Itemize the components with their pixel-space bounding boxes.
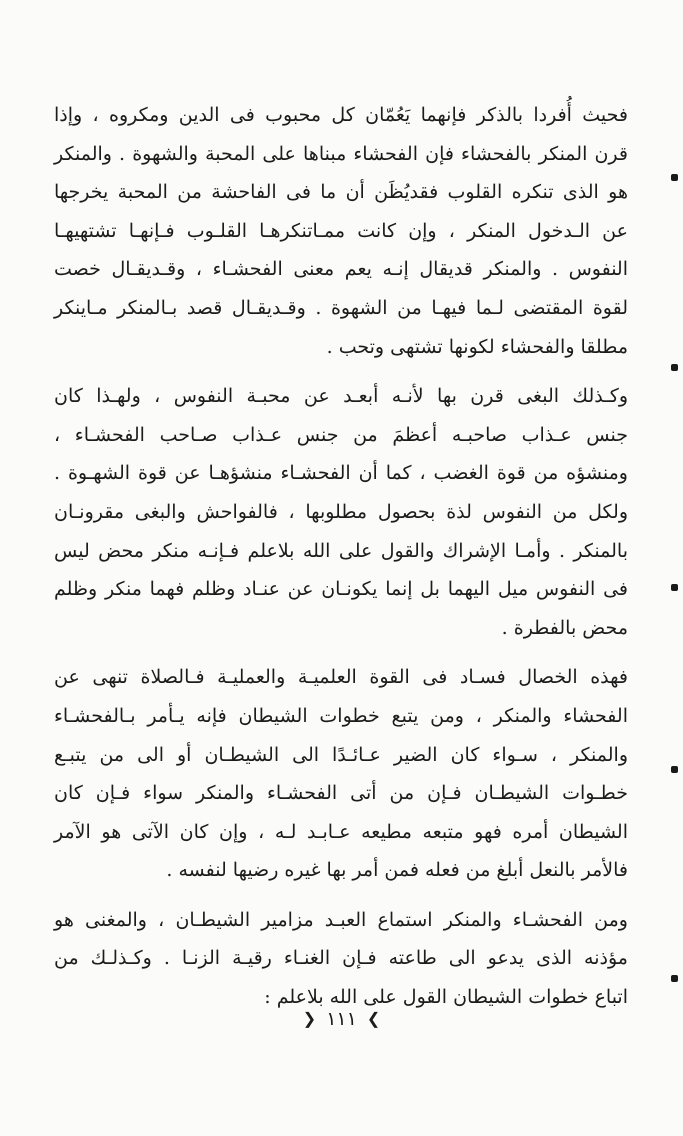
ornament-left-icon: ❮ [302, 1009, 317, 1028]
margin-mark [671, 174, 678, 181]
text-line: مطلقا والفحشاء لكونها تشتهى وتحب . [326, 335, 628, 358]
paragraph-2 [54, 377, 628, 647]
text-line: ومنشؤه من قوة الغضب ، كما أن الفحشـاء منشؤهـا عن قوة الشهـوة . [54, 462, 628, 485]
text-line: فحيث أُفردا بالذكر فإنهما يَعُمّان كل محبوب فى الدين ومكروه ، وإذا [54, 104, 628, 126]
margin-mark [671, 766, 678, 773]
text-line: فى النفوس ميل اليهما بل إنما يكونـان عن عنـاد وظلم فهما منكر وظلم [54, 578, 628, 601]
text-line: النفوس . والمنكر قديقال إنـه يعم معنى الفحشـاء ، وقـديقـال خصت [54, 258, 628, 281]
text-line: جنس عـذاب صاحبـه أعظمَ من جنس عـذاب صـاحب الفحشـاء ، [54, 423, 628, 446]
page-number [0, 1008, 683, 1030]
text-line: اتباع خطوات الشيطان القول على الله بلاعلم : [264, 986, 628, 1009]
margin-mark [671, 364, 678, 371]
text-line: فهذه الخصال فسـاد فى القوة العلميـة والعمليـة فـالصلاة تنهى عن [54, 666, 628, 689]
paragraph-1 [54, 96, 628, 366]
page-number-value: ١١١ [326, 1008, 357, 1030]
paragraph-4 [54, 901, 628, 1017]
text-line: وكـذلك البغى قرن بها لأنـه أبعـد عن محبـة النفوس ، ولهـذا كان [54, 385, 628, 408]
paragraph-3 [54, 658, 628, 890]
text-line: الفحشاء والمنكر ، ومن يتبع خطوات الشيطان فإنه يـأمر بـالفحشـاء [54, 704, 628, 727]
text-line: هو الذى تنكره القلوب فقديُظَن أن ما فى الفاحشة من المحبة يخرجها [54, 181, 628, 204]
text-line: فالأمر بالنعل أبلغ من فعله فمن أمر بها غيره رضيها لنفسه . [166, 859, 628, 882]
text-line: ولكل من النفوس لذة بحصول مطلوبها ، فالفواحش والبغى مقرونـان [54, 500, 628, 523]
text-line: بالمنكر . وأمـا الإشراك والقول على الله بلاعلم فـإنـه منكر محض ليس [54, 539, 628, 562]
text-line: محض بالفطرة . [501, 616, 628, 639]
text-line: لقوة المقتضى لـما فيهـا من الشهوة . وقـديقـال قصد بـالمنكر مـاينكر [54, 296, 628, 319]
text-line: ومن الفحشـاء والمنكر استماع العبـد مزامير الشيطـان ، والمغنى هو [54, 908, 628, 931]
text-line: قرن المنكر بالفحشاء فإن الفحشاء مبناها على المحبة والشهوة . والمنكر [54, 142, 629, 165]
margin-mark [671, 975, 678, 982]
text-line: الشيطان أمره فهو متبعه مطيعه عـابـد لـه ، وإن كان الآتى هو الآمر [54, 820, 628, 843]
text-line: خطـوات الشيطـان فـإن من أتى الفحشـاء والمنكر سواء فـإن كان [54, 782, 628, 805]
ornament-right-icon: ❯ [366, 1009, 381, 1028]
page-body [54, 96, 628, 1017]
margin-mark [671, 584, 678, 591]
text-line: والمنكر ، سـواء كان الضير عـائـدًا الى الشيطـان أو الى من يتبـع [54, 743, 628, 766]
text-line: عن الـدخول المنكر ، وإن كانت ممـاتنكرهـا القلـوب فـإنهـا تشتهيهـا [54, 219, 628, 242]
text-line: مؤذنه الذى يدعو الى طاعته فـإن الغنـاء رقيـة الزنـا . وكـذلـك من [54, 947, 628, 970]
